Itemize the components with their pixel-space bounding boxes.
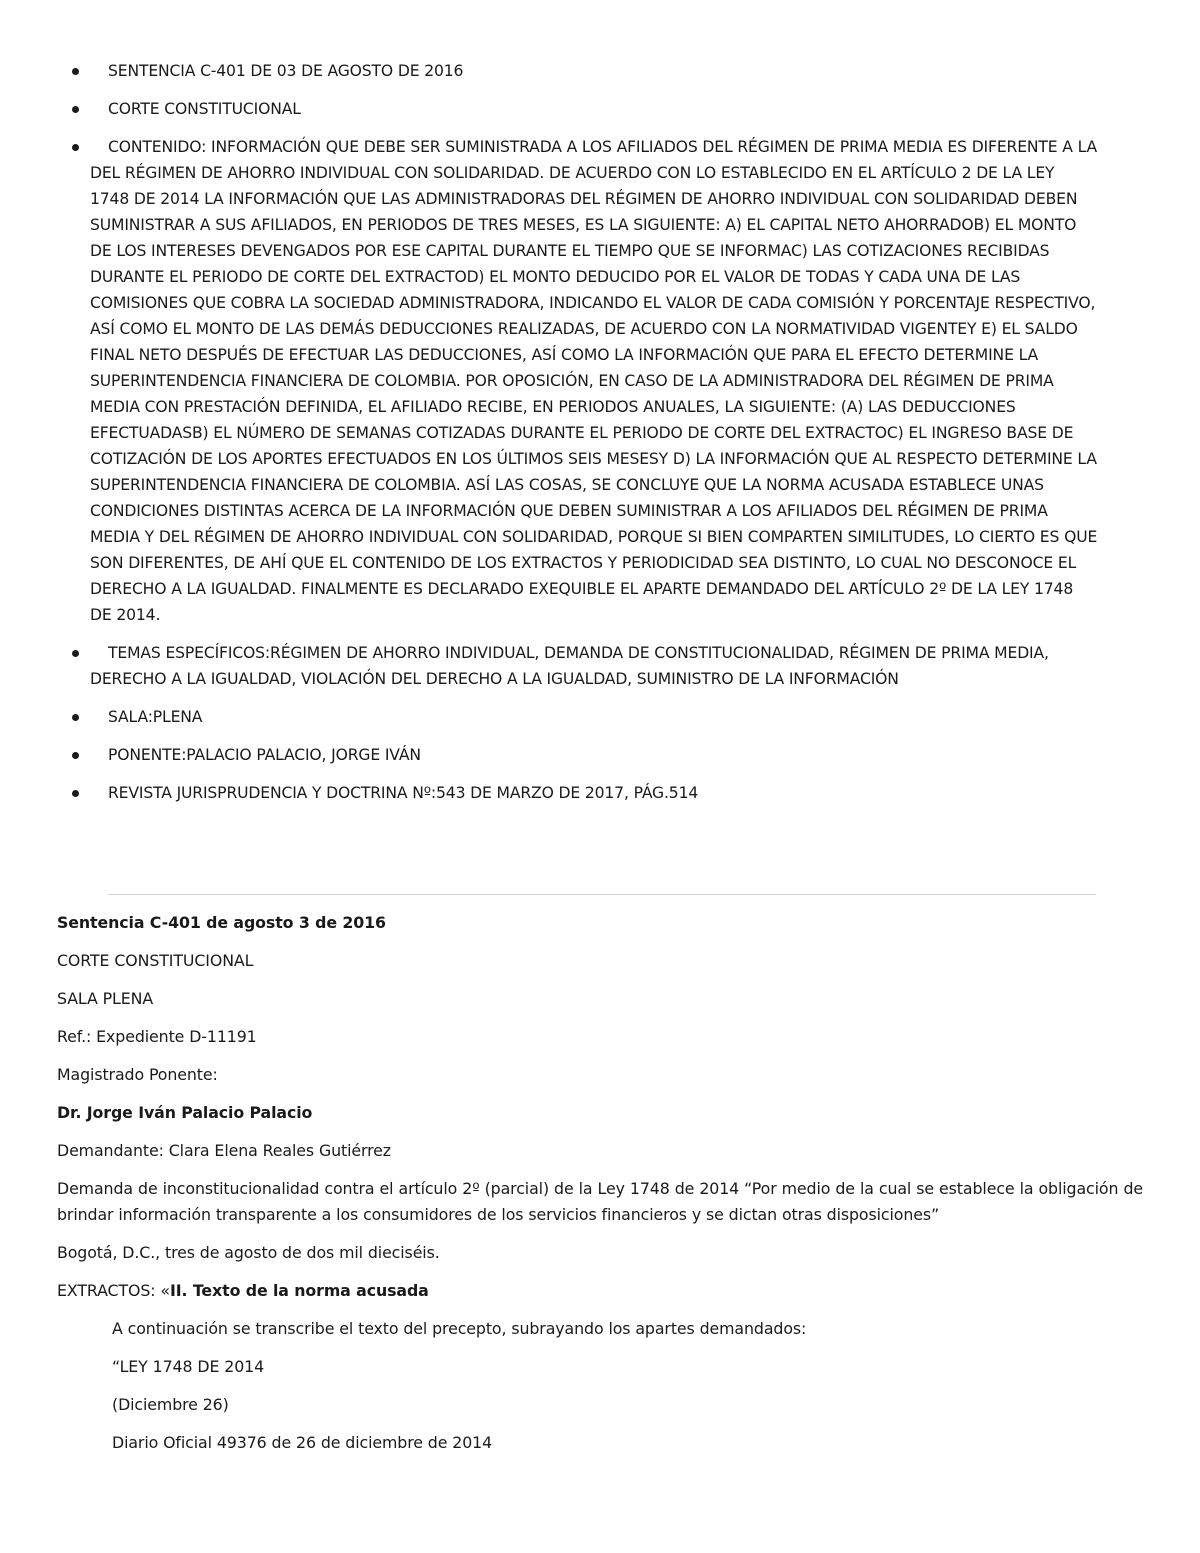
court-name: CORTE CONSTITUCIONAL	[57, 951, 254, 970]
summary-item	[68, 640, 1098, 692]
summary-item	[68, 742, 1098, 768]
bullet-icon	[72, 650, 79, 657]
bullet-icon	[72, 106, 79, 113]
law-title: “LEY 1748 DE 2014	[112, 1357, 265, 1376]
summary-item-text: SALA:PLENA	[108, 708, 203, 726]
gazette-reference: Diario Oficial 49376 de 26 de diciembre de 2014	[112, 1433, 493, 1452]
bullet-icon	[72, 68, 79, 75]
claim-text: Demanda de inconstitucionalidad contra el artículo 2º (parcial) de la Ley 1748 de 2014 “Por medio de la cual se establece la obligación de brindar información transparente a los consumidores de los servicios financieros y se dictan otras disposiciones”	[57, 1179, 1143, 1224]
bullet-icon	[72, 752, 79, 759]
section-divider	[108, 894, 1096, 895]
extracts-heading: II. Texto de la norma acusada	[170, 1281, 429, 1300]
bullet-icon	[72, 790, 79, 797]
law-date: (Diciembre 26)	[112, 1395, 229, 1414]
summary-list	[68, 58, 1098, 818]
summary-item-text: CORTE CONSTITUCIONAL	[108, 100, 301, 118]
bullet-icon	[72, 144, 79, 151]
summary-item-text: REVISTA JURISPRUDENCIA Y DOCTRINA Nº:543 DE MARZO DE 2017, PÁG.514	[108, 784, 699, 802]
summary-item	[68, 780, 1098, 806]
plaintiff: Demandante: Clara Elena Reales Gutiérrez	[57, 1141, 391, 1160]
summary-item	[68, 704, 1098, 730]
document-title: Sentencia C-401 de agosto 3 de 2016	[57, 913, 386, 932]
chamber-name: SALA PLENA	[57, 989, 154, 1008]
summary-item	[68, 58, 1098, 84]
bullet-icon	[72, 714, 79, 721]
extracts-line	[57, 1278, 1143, 1304]
summary-item-text: PONENTE:PALACIO PALACIO, JORGE IVÁN	[108, 746, 421, 764]
transcription-intro: A continuación se transcribe el texto del precepto, subrayando los apartes demandados:	[112, 1319, 807, 1338]
magistrate-label: Magistrado Ponente:	[57, 1065, 218, 1084]
summary-item	[68, 96, 1098, 122]
document-body	[57, 910, 1143, 1468]
magistrate-name: Dr. Jorge Iván Palacio Palacio	[57, 1103, 313, 1122]
summary-item-text: CONTENIDO: INFORMACIÓN QUE DEBE SER SUMINISTRADA A LOS AFILIADOS DEL RÉGIMEN DE PRIMA MEDIA ES DIFERENTE A LA DEL RÉGIMEN DE AHORRO INDIVIDUAL CON SOLIDARIDAD. DE ACUERDO CON LO ESTABLECIDO EN EL ARTÍCULO 2 DE LA LEY 1748 DE 2014 LA INFORMACIÓN QUE LAS ADMINISTRADORAS DEL RÉGIMEN DE AHORRO INDIVIDUAL CON SOLIDARIDAD DEBEN SUMINISTRAR A SUS AFILIADOS, EN PERIODOS DE TRES MESES, ES LA SIGUIENTE: A) EL CAPITAL NETO AHORRADOB) EL MONTO DE LOS INTERESES DEVENGADOS POR ESE CAPITAL DURANTE EL TIEMPO QUE SE INFORMAC) LAS COTIZACIONES RECIBIDAS DURANTE EL PERIODO DE CORTE DEL EXTRACTOD) EL MONTO DEDUCIDO POR EL VALOR DE TODAS Y CADA UNA DE LAS COMISIONES QUE COBRA LA SOCIEDAD ADMINISTRADORA, INDICANDO EL VALOR DE CADA COMISIÓN Y PORCENTAJE RESPECTIVO, ASÍ COMO EL MONTO DE LAS DEMÁS DEDUCCIONES REALIZADAS, DE ACUERDO CON LA NORMATIVIDAD VIGENTEY E) EL SALDO FINAL NETO DESPUÉS DE EFECTUAR LAS DEDUCCIONES, ASÍ COMO LA INFORMACIÓN QUE PARA EL EFECTO DETERMINE LA SUPERINTENDENCIA FINANCIERA DE COLOMBIA. POR OPOSICIÓN, EN CASO DE LA ADMINISTRADORA DEL RÉGIMEN DE PRIMA MEDIA CON PRESTACIÓN DEFINIDA, EL AFILIADO RECIBE, EN PERIODOS ANUALES, LA SIGUIENTE: (A) LAS DEDUCCIONES EFECTUADASB) EL NÚMERO DE SEMANAS COTIZADAS DURANTE EL PERIODO DE CORTE DEL EXTRACTOC) EL INGRESO BASE DE COTIZACIÓN DE LOS APORTES EFECTUADOS EN LOS ÚLTIMOS SEIS MESESY D) LA INFORMACIÓN QUE AL RESPECTO DETERMINE LA SUPERINTENDENCIA FINANCIERA DE COLOMBIA. ASÍ LAS COSAS, SE CONCLUYE QUE LA NORMA ACUSADA ESTABLECE UNAS CONDICIONES DISTINTAS ACERCA DE LA INFORMACIÓN QUE DEBEN SUMINISTRAR A LOS AFILIADOS DEL RÉGIMEN DE PRIMA MEDIA Y DEL RÉGIMEN DE AHORRO INDIVIDUAL CON SOLIDARIDAD, PORQUE SI BIEN COMPARTEN SIMILITUDES, LO CIERTO ES QUE SON DIFERENTES, DE AHÍ QUE EL CONTENIDO DE LOS EXTRACTOS Y PERIODICIDAD SEA DISTINTO, LO CUAL NO DESCONOCE EL DERECHO A LA IGUALDAD. FINALMENTE ES DECLARADO EXEQUIBLE EL APARTE DEMANDADO DEL ARTÍCULO 2º DE LA LEY 1748 DE 2014.	[90, 138, 1098, 624]
summary-item-text: SENTENCIA C-401 DE 03 DE AGOSTO DE 2016	[108, 62, 464, 80]
place-date: Bogotá, D.C., tres de agosto de dos mil dieciséis.	[57, 1243, 440, 1262]
case-reference: Ref.: Expediente D-11191	[57, 1027, 257, 1046]
summary-item	[68, 134, 1098, 628]
extracts-prefix: EXTRACTOS: «	[57, 1281, 170, 1300]
summary-item-text: TEMAS ESPECÍFICOS:RÉGIMEN DE AHORRO INDIVIDUAL, DEMANDA DE CONSTITUCIONALIDAD, RÉGIMEN DE PRIMA MEDIA, DERECHO A LA IGUALDAD, VIOLACIÓN DEL DERECHO A LA IGUALDAD, SUMINISTRO DE LA INFORMACIÓN	[90, 644, 1049, 688]
